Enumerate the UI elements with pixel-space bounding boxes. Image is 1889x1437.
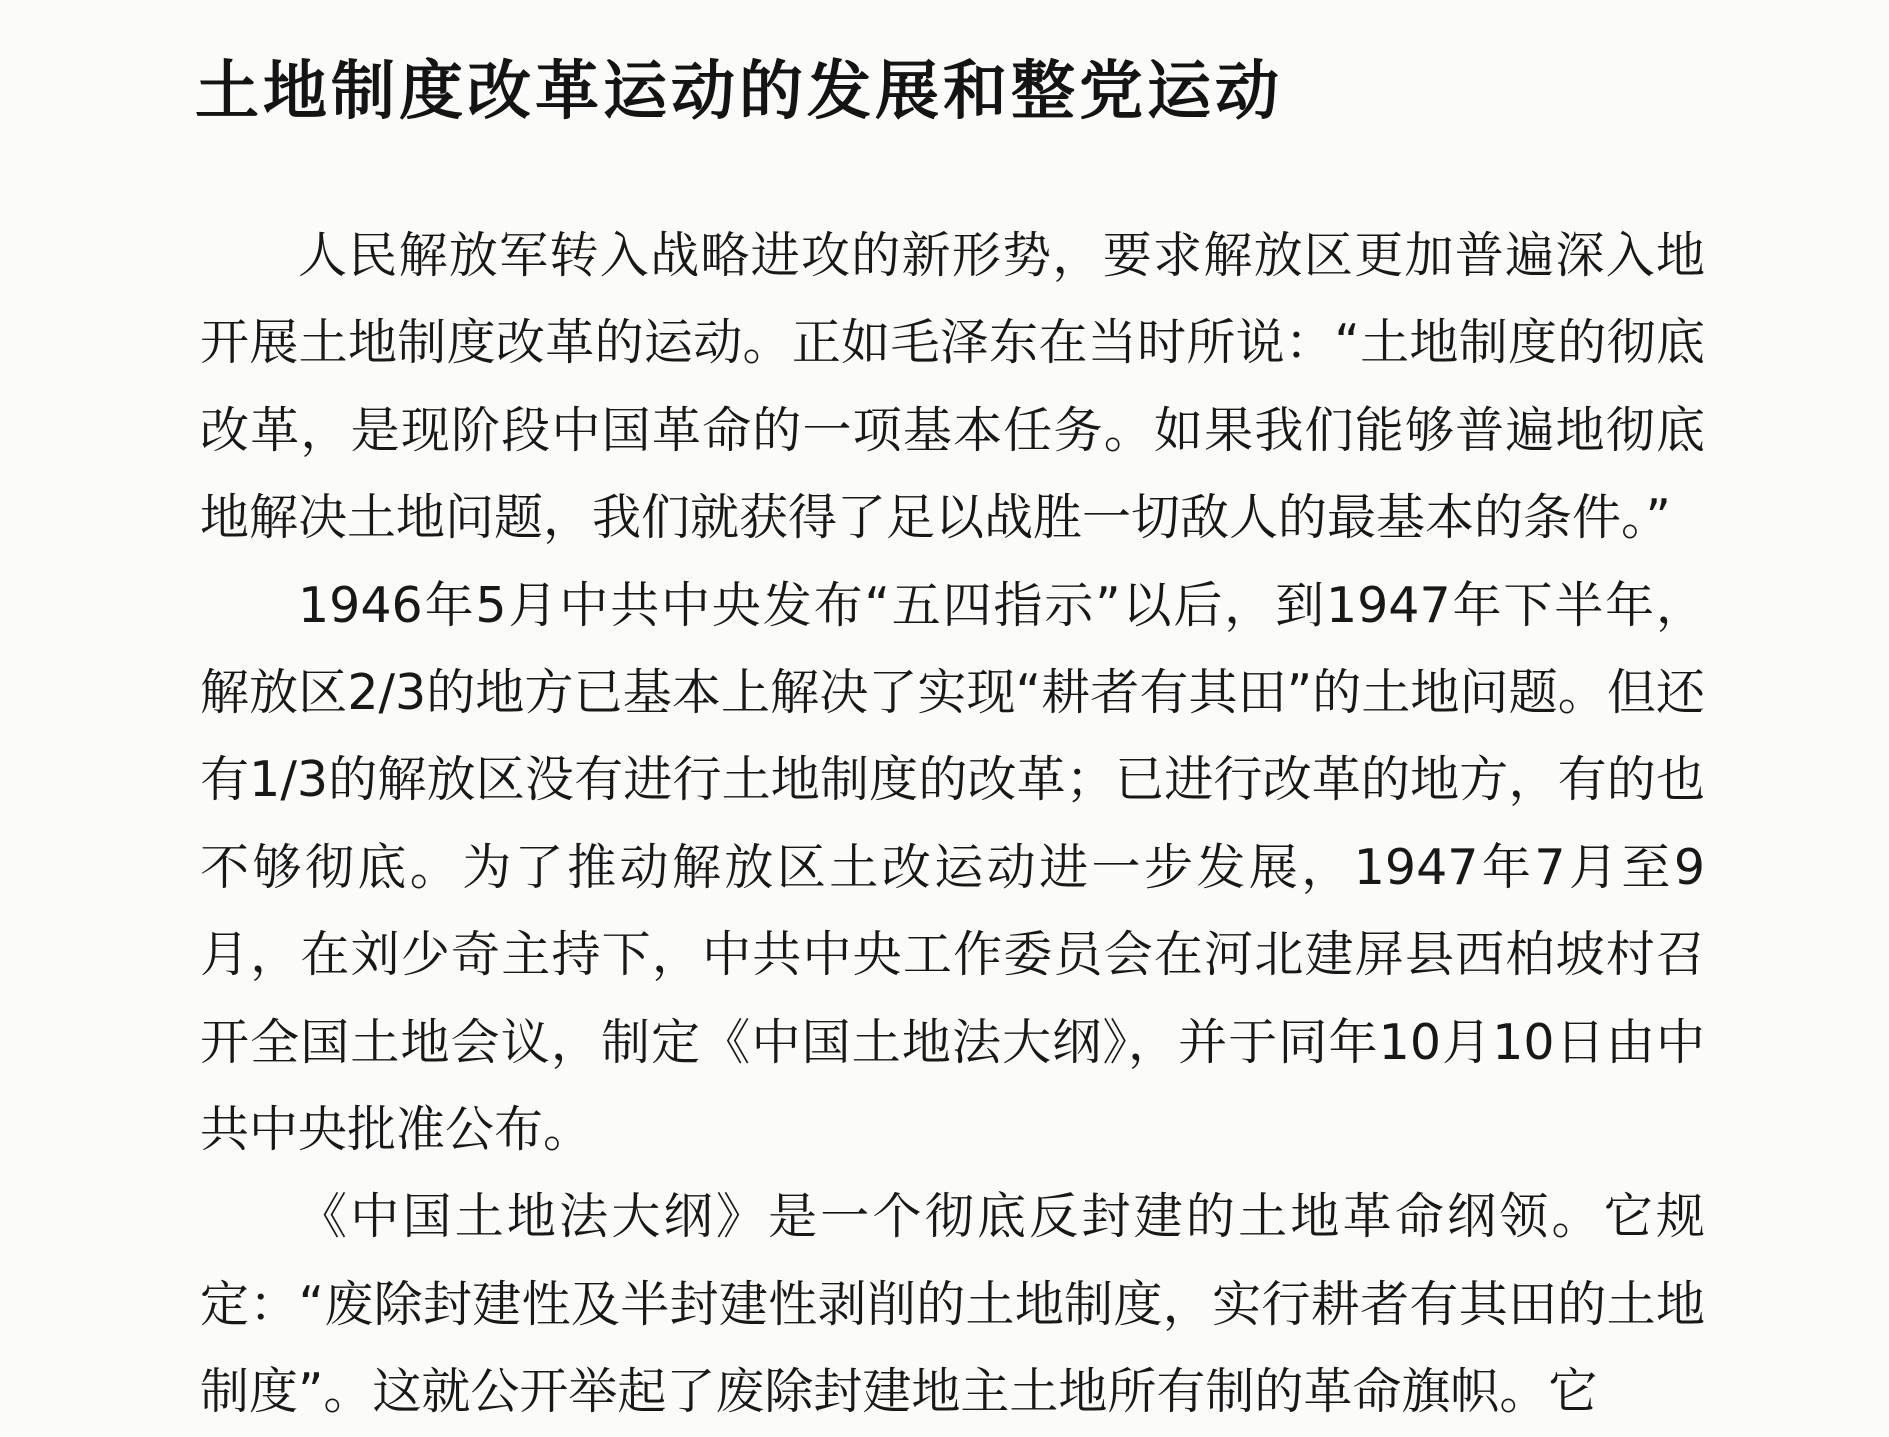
- paragraph: [200, 1173, 1705, 1435]
- paragraph: [200, 212, 1705, 562]
- body-text: [200, 212, 1705, 1436]
- paragraph: [200, 562, 1705, 1174]
- paragraph-text: 1946年5月中共中央发布“五四指示”以后，到1947年下半年，解放区2/3的地方已基本上解决了实现“耕者有其田”的土地问题。但还有1/3的解放区没有进行土地制度的改革；已进行改革的地方，有的也不够彻底。为了推动解放区土改运动进一步发展，1947年7月至9月，在刘少奇主持下，中共中央工作委员会在河北建屏县西柏坡村召开全国土地会议，制定《中国土地法大纲》，并于同年10月10日由中共中央批准公布。: [200, 576, 1705, 1159]
- paragraph-text: 《中国土地法大纲》是一个彻底反封建的土地革命纲领。它规定：“废除封建性及半封建性剥削的土地制度，实行耕者有其田的土地制度”。这就公开举起了废除封建地主土地所有制的革命旗帜。它: [200, 1188, 1705, 1421]
- section-title: 土地制度改革运动的发展和整党运动: [195, 54, 1283, 129]
- paragraph-text: 人民解放军转入战略进攻的新形势，要求解放区更加普遍深入地开展土地制度改革的运动。正如毛泽东在当时所说：“土地制度的彻底改革，是现阶段中国革命的一项基本任务。如果我们能够普遍地彻底地解决土地问题，我们就获得了足以战胜一切敌人的最基本的条件。”: [200, 227, 1705, 547]
